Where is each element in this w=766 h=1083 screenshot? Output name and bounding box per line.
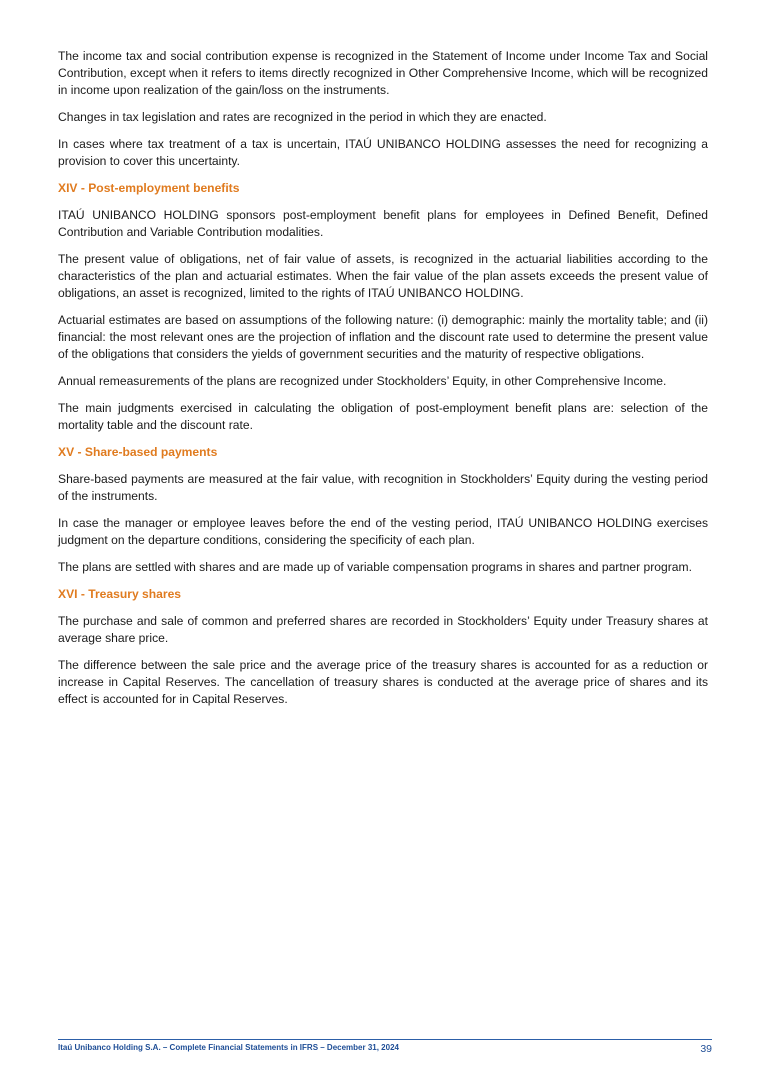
paragraph-actuarial-estimates: Actuarial estimates are based on assumptions of the following nature: (i) demographic: mainly the mortality table; and (ii) financial: the most relevant ones are the projection of inflation and the discount rate used to determine the present value of the obligations that considers the yields of government securities and the maturity of respective obligations. (58, 313, 708, 361)
paragraph-treasury-purchase-sale: The purchase and sale of common and preferred shares are recorded in Stockholders’ Equity under Treasury shares at average share price. (58, 614, 708, 645)
paragraph-share-based-fair-value: Share-based payments are measured at the fair value, with recognition in Stockholders’ Equity during the vesting period of the instruments. (58, 472, 708, 503)
paragraph-tax-legislation-changes: Changes in tax legislation and rates are recognized in the period in which they are enacted. (58, 110, 547, 124)
paragraph-plans-settled: The plans are settled with shares and are made up of variable compensation programs in shares and partner program. (58, 560, 692, 574)
section-heading-treasury-shares: XVI - Treasury shares (58, 587, 182, 601)
document-body (58, 48, 708, 718)
paragraph-vesting-departure: In case the manager or employee leaves before the end of the vesting period, ITAÚ UNIBANCO HOLDING exercises judgment on the departure conditions, considering the specificity of each plan. (58, 516, 708, 547)
page-number: 39 (700, 1043, 712, 1055)
section-heading-post-employment: XIV - Post-employment benefits (58, 181, 240, 195)
paragraph-benefit-plans: ITAÚ UNIBANCO HOLDING sponsors post-employment benefit plans for employees in Defined Benefit, Defined Contribution and Variable Contribution modalities. (58, 208, 708, 239)
section-heading-share-based-payments: XV - Share-based payments (58, 445, 218, 459)
paragraph-uncertain-tax-treatment: In cases where tax treatment of a tax is uncertain, ITAÚ UNIBANCO HOLDING assesses the need for recognizing a provision to cover this uncertainty. (58, 137, 708, 168)
paragraph-annual-remeasurements: Annual remeasurements of the plans are recognized under Stockholders’ Equity, in other Comprehensive Income. (58, 374, 667, 388)
paragraph-present-value-obligations: The present value of obligations, net of fair value of assets, is recognized in the actuarial liabilities according to the characteristics of the plan and actuarial estimates. When the fair value of the plan assets exceeds the present value of obligations, an asset is recognized, limited to the rights of ITAÚ UNIBANCO HOLDING. (58, 252, 708, 300)
footer-document-title: Itaú Unibanco Holding S.A. – Complete Financial Statements in IFRS – December 31, 2024 (58, 1043, 399, 1052)
paragraph-treasury-price-difference: The difference between the sale price and the average price of the treasury shares is accounted for as a reduction or increase in Capital Reserves. The cancellation of treasury shares is conducted at the average price of shares and its effect is accounted for in Capital Reserves. (58, 658, 708, 706)
paragraph-main-judgments: The main judgments exercised in calculating the obligation of post-employment benefit plans are: selection of the mortality table and the discount rate. (58, 401, 708, 432)
page-footer (58, 1039, 712, 1055)
paragraph-income-tax-expense: The income tax and social contribution expense is recognized in the Statement of Income under Income Tax and Social Contribution, except when it refers to items directly recognized in Other Comprehensive Income, which will be recognized in income upon realization of the gain/loss on the instruments. (58, 49, 708, 97)
